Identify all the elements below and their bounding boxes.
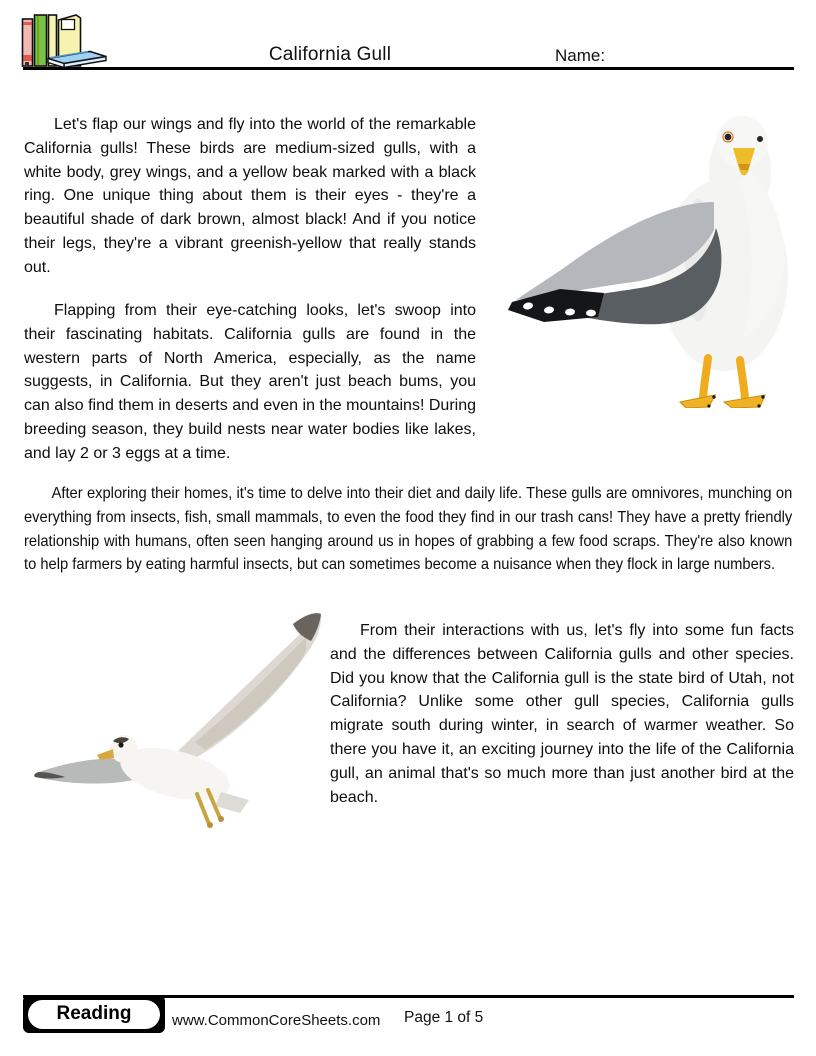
name-label: Name:	[555, 46, 606, 65]
books-logo-icon	[20, 12, 108, 68]
paragraph-habitat: Flapping from their eye-catching looks, let's swoop into their fascinating habitats. California gulls are found in the western parts of North America, especially, as the name suggests, in California. But they aren't just beach bums, you can also find them in deserts and even in the mountains! During breeding season, they build nests near water bodies like lakes, and lay 2 or 3 eggs at a time.	[24, 302, 476, 462]
website-text: www.CommonCoreSheets.com	[172, 1012, 381, 1029]
category-badge	[23, 995, 165, 1033]
page-title: California Gull	[268, 44, 392, 65]
category-badge-label: Reading	[56, 1003, 132, 1024]
category-badge-pill	[28, 1000, 160, 1029]
paragraph-appearance: Let's flap our wings and fly into the world of the remarkable California gulls! These birds are medium-sized gulls, with a white body, grey wings, and a yellow beak marked with a black ring. One unique thing about them is their eyes - they're a beautiful shade of dark brown, almost black! And if you notice their legs, they're a vibrant greenish-yellow that really stands out.	[24, 116, 476, 276]
paragraph-facts: From their interactions with us, let's fly into some fun facts and the differences between California gulls and other species. Did you know that the California gull is the state bird of Utah, not California? Unlike some other gull species, California gulls migrate south during winter, in search of warmer weather. So there you have it, an exciting journey into the life of the California gull, an animal that's so much more than just another bird at the beach.	[330, 622, 794, 806]
page-number: Page 1 of 5	[404, 1009, 484, 1026]
flying-gull-image	[25, 602, 330, 837]
paragraph-diet: After exploring their homes, it's time to delve into their diet and daily life. These gulls are omnivores, munching on everything from insects, fish, small mammals, to even the food they find in our trash cans! They have a pretty friendly relationship with humans, often seen hanging around us in hopes of grabbing a few food scraps. They're also known to help farmers by eating harmful insects, but can sometimes become a nuisance when they flock in large numbers.	[24, 485, 793, 574]
standing-gull-image	[502, 110, 794, 408]
header-rule	[23, 67, 794, 70]
